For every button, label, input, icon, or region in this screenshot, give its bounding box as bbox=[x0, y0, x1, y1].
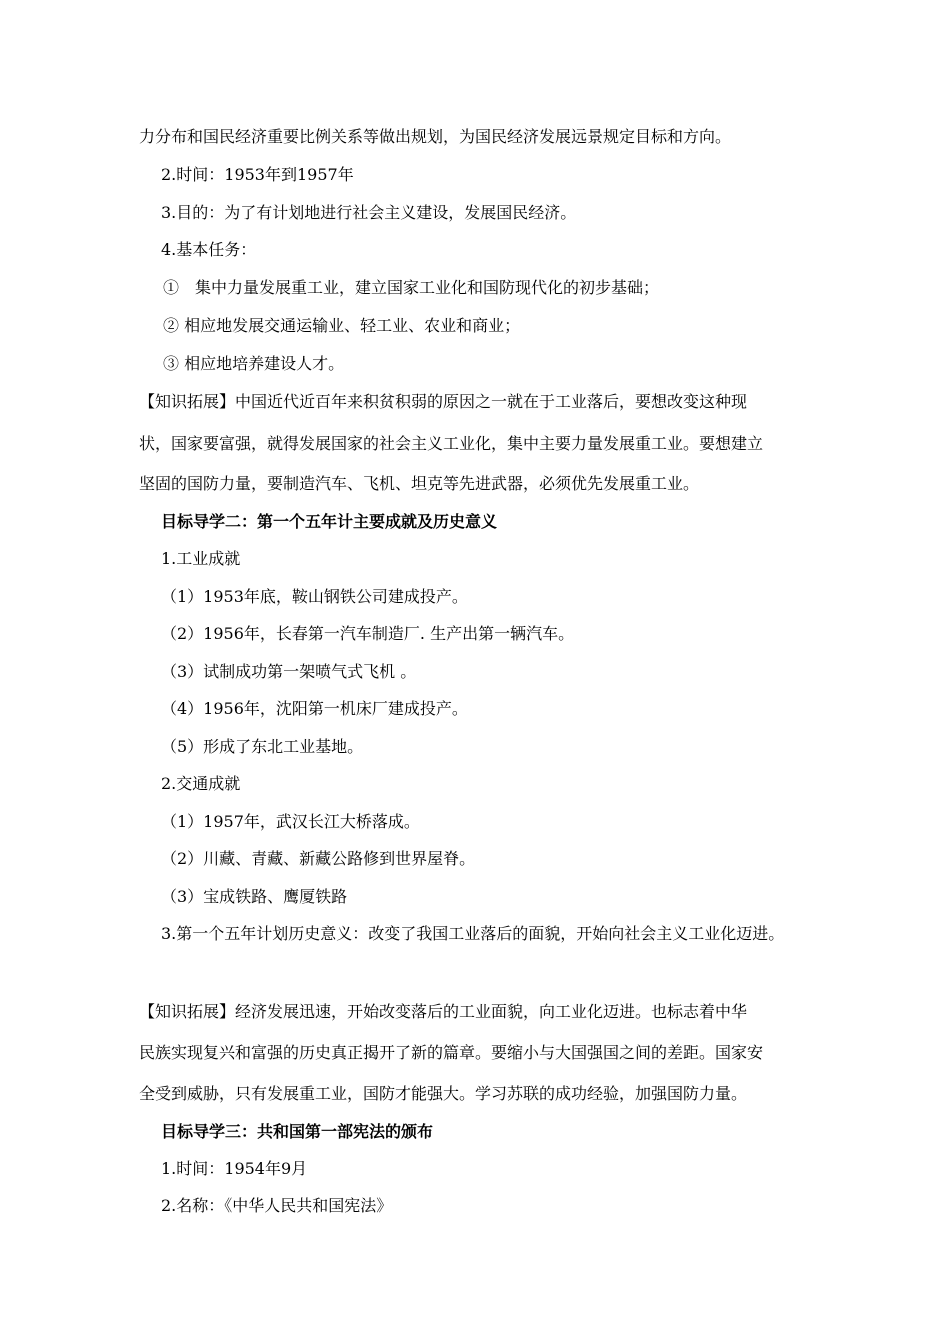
list-item: （3）宝成铁路、鹰厦铁路 bbox=[161, 887, 348, 906]
list-item: ③ 相应地培养建设人才。 bbox=[163, 354, 345, 373]
text-line: 全受到威胁，只有发展重工业，国防才能强大。学习苏联的成功经验，加强国防力量。 bbox=[139, 1084, 748, 1103]
list-item: （3）试制成功第一架喷气式飞机 。 bbox=[161, 662, 417, 681]
text-line: 【知识拓展】中国近代近百年来积贫积弱的原因之一就在于工业落后，要想改变这种现 bbox=[139, 392, 748, 411]
text-line: 1.工业成就 bbox=[161, 549, 241, 568]
text-line: 力分布和国民经济重要比例关系等做出规划，为国民经济发展远景规定目标和方向。 bbox=[139, 127, 732, 146]
text-line: 状，国家要富强，就得发展国家的社会主义工业化，集中主要力量发展重工业。要想建立 bbox=[139, 434, 764, 453]
text-line: 2.交通成就 bbox=[161, 774, 241, 793]
list-item: （5）形成了东北工业基地。 bbox=[161, 737, 364, 756]
text-line: 2.时间：1953年到1957年 bbox=[161, 165, 354, 184]
text-line: 坚固的国防力量，要制造汽车、飞机、坦克等先进武器，必须优先发展重工业。 bbox=[139, 474, 700, 493]
text-line: 1.时间：1954年9月 bbox=[161, 1159, 308, 1178]
list-item: （1）1953年底，鞍山钢铁公司建成投产。 bbox=[161, 587, 468, 606]
list-item: ② 相应地发展交通运输业、轻工业、农业和商业； bbox=[163, 316, 521, 335]
section-heading: 目标导学二：第一个五年计主要成就及历史意义 bbox=[161, 512, 498, 531]
text-line: 3.目的：为了有计划地进行社会主义建设，发展国民经济。 bbox=[161, 203, 577, 222]
text-line: 4.基本任务： bbox=[161, 240, 257, 259]
list-item: （2）川藏、青藏、新藏公路修到世界屋脊。 bbox=[161, 849, 476, 868]
list-item: （4）1956年，沈阳第一机床厂建成投产。 bbox=[161, 699, 468, 718]
section-heading: 目标导学三：共和国第一部宪法的颁布 bbox=[161, 1122, 434, 1141]
text-line: 3.第一个五年计划历史意义：改变了我国工业落后的面貌，开始向社会主义工业化迈进。 bbox=[161, 924, 785, 943]
text-line: 2.名称：《中华人民共和国宪法》 bbox=[161, 1196, 393, 1215]
list-item: ① 集中力量发展重工业，建立国家工业化和国防现代化的初步基础； bbox=[163, 278, 660, 297]
list-item: （1）1957年，武汉长江大桥落成。 bbox=[161, 812, 420, 831]
text-line: 民族实现复兴和富强的历史真正揭开了新的篇章。要缩小与大国强国之间的差距。国家安 bbox=[139, 1043, 764, 1062]
text-line: 【知识拓展】经济发展迅速，开始改变落后的工业面貌，向工业化迈进。也标志着中华 bbox=[139, 1002, 748, 1021]
list-item: （2）1956年，长春第一汽车制造厂. 生产出第一辆汽车。 bbox=[161, 624, 575, 643]
